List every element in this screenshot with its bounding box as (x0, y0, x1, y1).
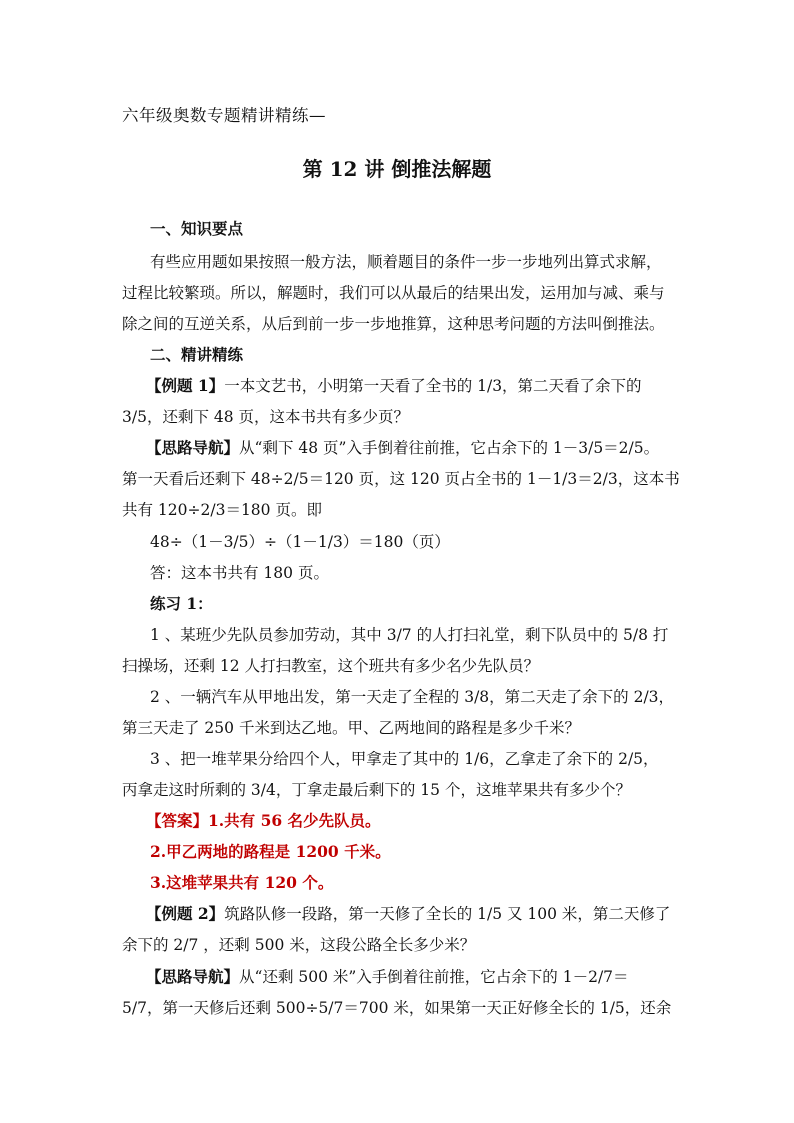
text-line: 2.甲乙两地的路程是 1200 千米。 (150, 842, 391, 861)
text-line: 1 、某班少先队员参加劳动，其中 3/7 的人打扫礼堂，剩下队员中的 5/8 打 (150, 626, 669, 644)
text-line: 3/5，还剩下 48 页，这本书共有多少页？ (122, 408, 410, 426)
text-line: 第三天走了 250 千米到达乙地。甲、乙两地间的路程是多少千米？ (122, 719, 580, 737)
section-label: 【例题 2】 (146, 904, 225, 923)
text-line (146, 436, 659, 460)
line-text: 从“还剩 500 米”入手倒着往前推，它占余下的 1－2/7＝ (239, 968, 629, 986)
text-line: 5/7，第一天修后还剩 500÷5/7＝700 米，如果第一天正好修全长的 1/5，还余 (122, 999, 672, 1017)
section-label: 【例题 1】 (146, 376, 225, 395)
line-text: 从“剩下 48 页”入手倒着往前推，它占余下的 1－3/5＝2/5。 (239, 439, 660, 457)
text-line: 2 、一辆汽车从甲地出发，第一天走了全程的 3/8，第二天走了余下的 2/3， (150, 688, 675, 706)
text-line: 第一天看后还剩下 48÷2/5＝120 页，这 120 页占全书的 1－1/3＝2/3，这本书 (122, 470, 680, 488)
line-text: 一本文艺书，小明第一天看了全书的 1/3，第二天看了余下的 (224, 377, 642, 395)
text-line: 共有 120÷2/3＝180 页。即 (122, 501, 322, 519)
text-line: 除之间的互逆关系，从后到前一步一步地推算，这种思考问题的方法叫倒推法。 (122, 315, 665, 333)
text-line: 一、知识要点 (150, 219, 244, 238)
text-line: 48÷（1－3/5）÷（1－1/3）＝180（页） (150, 533, 450, 551)
text-line (146, 902, 670, 926)
section-label: 【思路导航】 (146, 438, 240, 457)
text-line: 扫操场，还剩 12 人打扫教室，这个班共有多少名少先队员？ (122, 657, 540, 675)
lesson-title: 第 12 讲 倒推法解题 (302, 157, 492, 181)
text-line (146, 374, 642, 398)
text-line: 二、精讲精练 (150, 345, 244, 364)
text-line: 有些应用题如果按照一般方法，顺着题目的条件一步一步地列出算式求解， (150, 253, 662, 271)
text-line: 余下的 2/7 ，还剩 500 米，这段公路全长多少米？ (122, 936, 476, 954)
text-line: 答：这本书共有 180 页。 (150, 564, 329, 582)
text-line: 【答案】1.共有 56 名少先队员。 (146, 811, 381, 830)
text-line (146, 965, 629, 989)
text-line: 3 、把一堆苹果分给四个人，甲拿走了其中的 1/6，乙拿走了余下的 2/5， (150, 750, 659, 768)
text-line: 3.这堆苹果共有 120 个。 (150, 873, 334, 892)
section-label: 【思路导航】 (146, 967, 240, 986)
text-line: 练习 1： (150, 594, 213, 613)
text-line: 丙拿走这时所剩的 3/4，丁拿走最后剩下的 15 个，这堆苹果共有多少个？ (122, 781, 631, 799)
document-header: 六年级奥数专题精讲精练— (122, 106, 326, 125)
text-line: 过程比较繁琐。所以，解题时，我们可以从最后的结果出发，运用加与减、乘与 (122, 284, 665, 302)
line-text: 筑路队修一段路，第一天修了全长的 1/5 又 100 米，第二天修了 (224, 905, 671, 923)
